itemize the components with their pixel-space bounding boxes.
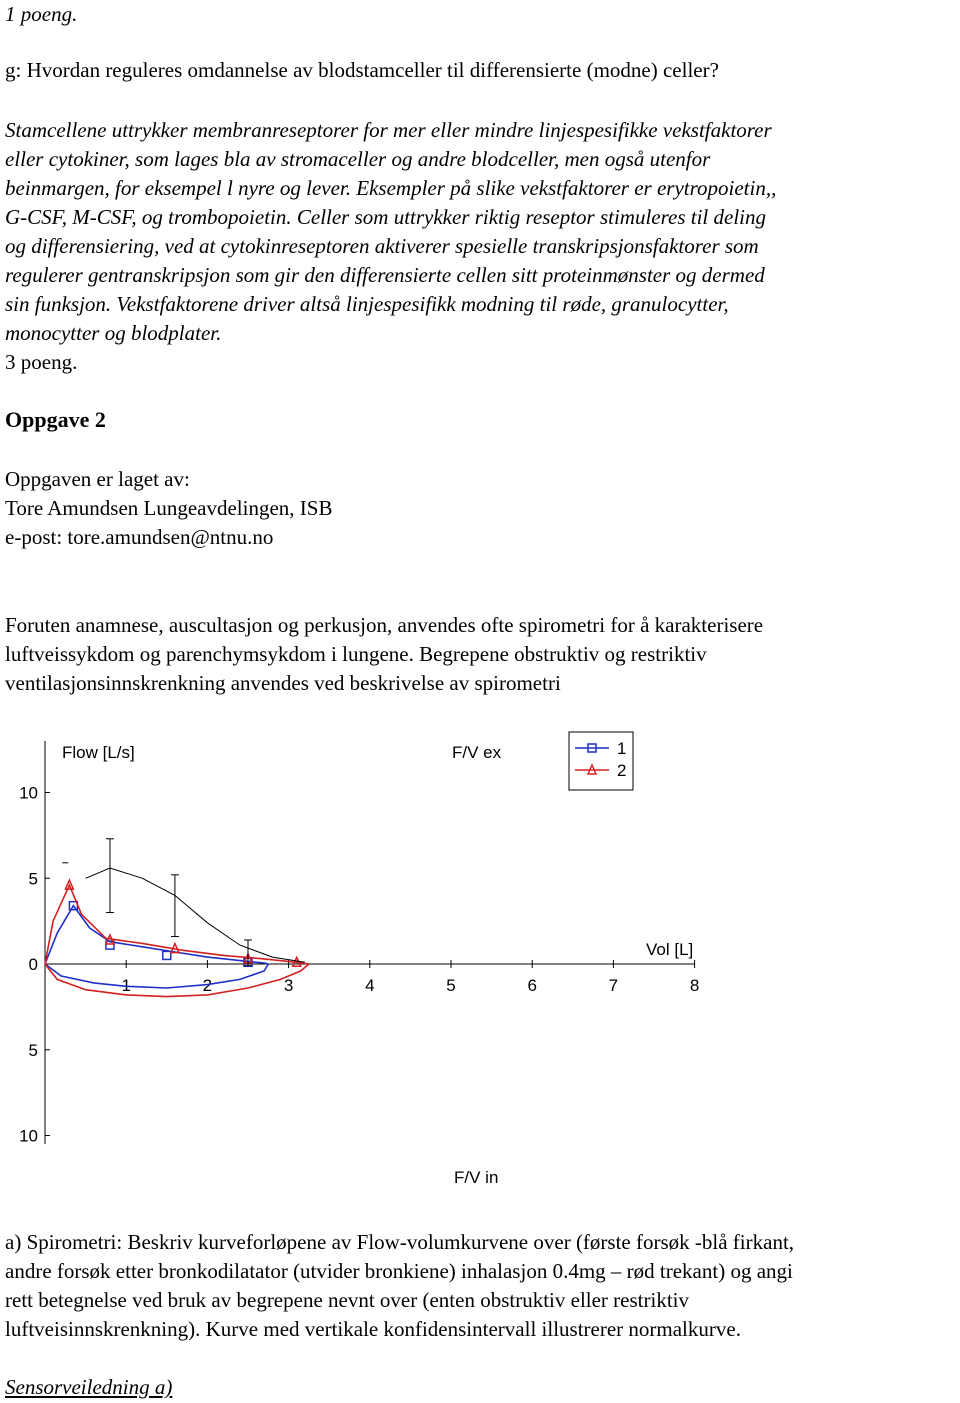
sensor-heading: Sensorveiledning a) [5,1375,173,1399]
intro-line: ventilasjonsinnskrenkning anvendes ved beskrivelse av spirometri [5,671,561,695]
intro-line: luftveissykdom og parenchymsykdom i lungene. Begrepene obstruktiv og restriktiv [5,642,707,666]
author-name: Tore Amundsen Lungeavdelingen, ISB [5,496,333,520]
answer-line: og differensiering, ved at cytokinreseptoren aktiverer spesielle transkripsjonsfaktorer som [5,234,759,258]
points-1: 1 poeng. [5,2,78,26]
question-a-line: luftveisinnskrenkning). Kurve med vertikale konfidensintervall illustrerer normalkurve. [5,1317,741,1341]
square-marker [163,951,171,959]
flow-volume-chart [0,728,720,1198]
y-axis-label: Flow [L/s] [62,743,135,762]
answer-line: monocytter og blodplater. [5,321,222,345]
chart-legend [569,732,633,790]
answer-line: beinmargen, for eksempel l nyre og lever. Eksempler på slike vekstfaktorer er erytropoietin,, [5,176,777,200]
intro-line: Foruten anamnese, auscultasjon og perkusjon, anvendes ofte spirometri for å karakterisere [5,613,764,637]
x-tick-label: 4 [365,976,375,995]
answer-line: Stamcellene uttrykker membranreseptorer for mer eller mindre linjespesifikke vekstfaktorer [5,118,772,142]
series-1-inspiratory-line [45,964,268,988]
y-tick-label: 5 [28,1040,38,1060]
question-a-line: rett betegnelse ved bruk av begrepene nevnt over (enten obstruktiv eller restriktiv [5,1288,689,1312]
x-tick-label: 8 [689,976,700,995]
series-normal-expiratory-line [86,868,305,962]
answer-line: sin funksjon. Vekstfaktorene driver altså linjespesifikk modning til røde, granulocytter, [5,292,729,316]
y-tick-label: 0 [28,955,38,974]
answer-line: regulerer gentranskripsjon som gir den differensierte cellen sitt proteinmønster og dermed [5,263,765,287]
x-tick-label: 3 [283,976,294,995]
y-tick-label: 10 [19,783,38,803]
task2-heading: Oppgave 2 [5,407,106,432]
question-g: g: Hvordan reguleres omdannelse av blodstamceller til differensierte (modne) celler? [5,58,719,82]
series-1-expiratory-line [45,906,268,964]
answer-line: eller cytokiner, som lages bla av stromaceller og andre blodceller, men også utenfor [5,147,711,171]
x-tick-label: 2 [202,976,213,995]
x-tick-label: 1 [121,976,131,995]
y-tick-label: 5 [28,869,38,889]
legend-label-2: 2 [617,761,627,780]
author-label: Oppgaven er laget av: [5,467,190,491]
points-3: 3 poeng. [5,350,78,374]
x-axis-label: Vol [L] [646,940,694,959]
x-tick-label: 5 [446,976,456,995]
legend-label-1: 1 [617,739,627,758]
question-a-line: andre forsøk etter bronkodilatator (utvider bronkiene) inhalasjon 0.4mg – rød trekant) og angi [5,1259,793,1283]
answer-line: G-CSF, M-CSF, og trombopoietin. Celler som uttrykker riktig reseptor stimuleres til deling [5,205,766,229]
chart-title: F/V ex [452,743,502,762]
x-tick-label: 7 [608,976,619,995]
author-email: e-post: tore.amundsen@ntnu.no [5,525,274,549]
x-tick-label: 6 [527,976,537,995]
chart-bottom-label: F/V in [454,1168,499,1187]
y-tick-label: 10 [19,1126,38,1146]
question-a-line: a) Spirometri: Beskriv kurveforløpene av Flow-volumkurvene over (første forsøk -blå firkant, [5,1230,795,1254]
